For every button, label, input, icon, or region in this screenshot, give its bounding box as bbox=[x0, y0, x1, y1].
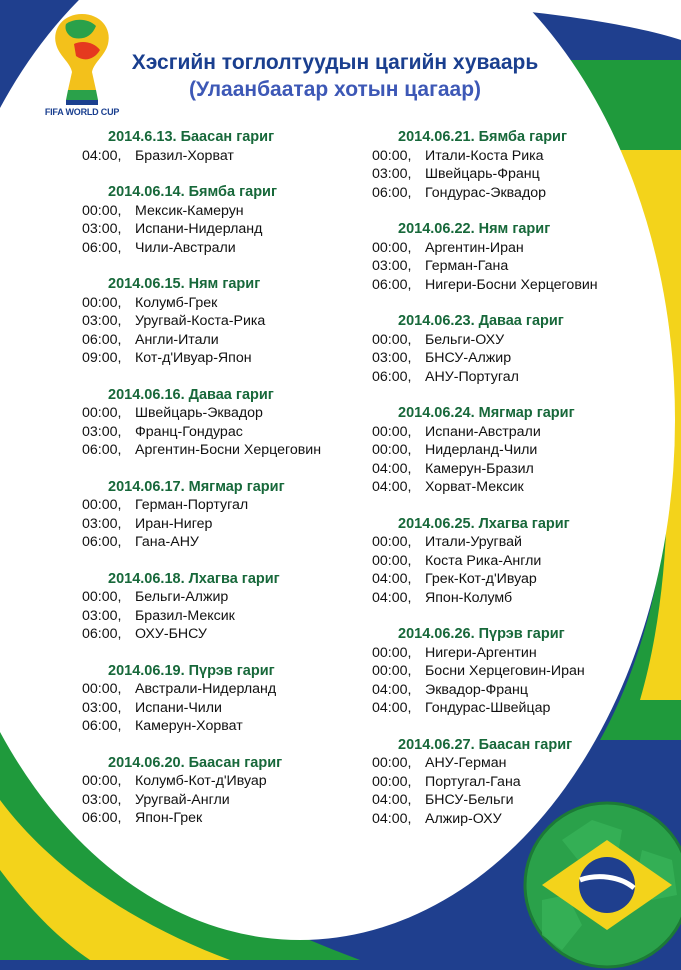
match-row bbox=[372, 699, 598, 718]
match-row bbox=[372, 552, 598, 571]
match-day bbox=[372, 312, 598, 386]
match-time: 04:00, bbox=[82, 147, 122, 164]
match-row bbox=[372, 644, 598, 663]
match-row bbox=[82, 680, 321, 699]
match-teams: Гондурас-Швейцар bbox=[425, 700, 551, 716]
match-row bbox=[372, 349, 598, 368]
match-row bbox=[82, 791, 321, 810]
match-teams: Испани-Нидерланд bbox=[135, 221, 263, 237]
match-day bbox=[82, 128, 321, 165]
match-row bbox=[82, 717, 321, 736]
match-teams: Камерун-Бразил bbox=[425, 460, 534, 477]
match-time: 03:00, bbox=[82, 221, 122, 237]
match-day bbox=[82, 478, 321, 552]
match-time: 00:00, bbox=[372, 239, 412, 256]
page-subtitle: (Улаанбаатар хотын цагаар) bbox=[188, 78, 482, 101]
match-teams: Бельги-Алжир bbox=[135, 589, 229, 605]
match-row bbox=[82, 423, 321, 442]
match-teams: Аргентин-Босни Херцеговин bbox=[135, 442, 322, 458]
match-time: 00:00, bbox=[372, 552, 412, 569]
match-teams: Чили-Австрали bbox=[135, 239, 236, 256]
day-title: 2014.6.13. Баасан гариг bbox=[108, 129, 275, 145]
match-teams: Эквадор-Франц bbox=[425, 681, 528, 698]
match-row bbox=[372, 147, 598, 166]
match-teams: Испани-Чили bbox=[135, 699, 222, 716]
match-row bbox=[372, 773, 598, 792]
match-time: 00:00, bbox=[82, 773, 122, 789]
match-row bbox=[82, 312, 321, 331]
match-time: 00:00, bbox=[82, 294, 122, 311]
match-row bbox=[372, 754, 598, 773]
match-teams: Англи-Итали bbox=[135, 331, 219, 348]
match-teams: Бразил-Хорват bbox=[135, 147, 234, 164]
match-day bbox=[372, 128, 598, 202]
match-row bbox=[372, 423, 598, 442]
match-row bbox=[372, 239, 598, 258]
match-teams: Австрали-Нидерланд bbox=[135, 681, 277, 697]
day-title: 2014.06.27. Баасан гариг bbox=[398, 736, 573, 753]
match-teams: Нигери-Аргентин bbox=[425, 644, 537, 661]
match-teams: Герман-Гана bbox=[425, 258, 509, 274]
match-day bbox=[372, 515, 598, 608]
match-day bbox=[372, 404, 598, 497]
match-row bbox=[82, 349, 321, 368]
match-teams: Колумб-Кот-д'Ивуар bbox=[135, 773, 267, 789]
match-time: 00:00, bbox=[372, 423, 412, 440]
match-row bbox=[82, 588, 321, 607]
match-time: 04:00, bbox=[372, 810, 412, 827]
match-row bbox=[82, 699, 321, 718]
match-row bbox=[372, 662, 598, 681]
match-teams: Испани-Австрали bbox=[425, 423, 541, 440]
match-teams: БНСУ-Алжир bbox=[425, 350, 512, 366]
match-row bbox=[372, 184, 598, 203]
match-row bbox=[82, 496, 321, 515]
match-time: 03:00, bbox=[82, 515, 122, 532]
match-teams: Нидерланд-Чили bbox=[425, 442, 538, 458]
match-row bbox=[82, 772, 321, 791]
schedule-left-column bbox=[82, 128, 321, 846]
match-day bbox=[82, 386, 321, 460]
match-time: 03:00, bbox=[372, 166, 412, 182]
match-row bbox=[372, 478, 598, 497]
match-teams: ОХУ-БНСУ bbox=[135, 626, 207, 642]
match-teams: Гана-АНУ bbox=[135, 534, 199, 550]
day-title: 2014.06.25. Лхагва гариг bbox=[398, 515, 570, 532]
day-title: 2014.06.15. Ням гариг bbox=[108, 276, 261, 292]
match-teams: Япон-Грек bbox=[135, 810, 203, 826]
match-time: 06:00, bbox=[82, 239, 122, 256]
brazil-soccer-ball-icon bbox=[522, 800, 681, 970]
match-time: 06:00, bbox=[82, 810, 122, 826]
day-title: 2014.06.20. Баасан гариг bbox=[108, 754, 283, 771]
day-title: 2014.06.21. Бямба гариг bbox=[398, 129, 568, 145]
match-teams: Португал-Гана bbox=[425, 773, 521, 790]
match-teams: Швейцарь-Франц bbox=[425, 166, 540, 182]
match-time: 06:00, bbox=[82, 626, 122, 642]
match-time: 06:00, bbox=[372, 368, 412, 385]
match-time: 04:00, bbox=[372, 479, 412, 495]
match-row bbox=[372, 681, 598, 700]
match-day bbox=[82, 183, 321, 257]
match-time: 03:00, bbox=[82, 423, 122, 440]
match-row bbox=[82, 533, 321, 552]
match-row bbox=[372, 570, 598, 589]
match-time: 00:00, bbox=[372, 755, 412, 771]
match-teams: АНУ-Герман bbox=[425, 755, 507, 771]
match-time: 06:00, bbox=[82, 718, 122, 734]
match-time: 00:00, bbox=[82, 681, 122, 697]
match-teams: Иран-Нигер bbox=[135, 515, 213, 532]
match-teams: Аргентин-Иран bbox=[425, 239, 524, 256]
match-time: 00:00, bbox=[82, 405, 122, 421]
match-time: 04:00, bbox=[372, 571, 412, 587]
match-day bbox=[372, 220, 598, 294]
match-row bbox=[82, 220, 321, 239]
match-day bbox=[372, 625, 598, 718]
match-row bbox=[82, 202, 321, 221]
match-time: 03:00, bbox=[82, 791, 122, 808]
day-title: 2014.06.14. Бямба гариг bbox=[108, 184, 278, 200]
match-time: 00:00, bbox=[372, 644, 412, 661]
match-time: 03:00, bbox=[82, 699, 122, 716]
day-title: 2014.06.19. Пүрэв гариг bbox=[108, 662, 275, 679]
match-teams: БНСУ-Бельги bbox=[425, 792, 514, 808]
match-teams: Герман-Португал bbox=[135, 497, 249, 513]
match-teams: Уругвай-Коста-Рика bbox=[135, 313, 266, 329]
match-row bbox=[372, 533, 598, 552]
match-row bbox=[372, 441, 598, 460]
match-teams: Итали-Коста Рика bbox=[425, 147, 544, 164]
match-time: 00:00, bbox=[82, 589, 122, 605]
match-teams: Грек-Кот-д'Ивуар bbox=[425, 571, 537, 587]
match-time: 06:00, bbox=[82, 534, 122, 550]
day-title: 2014.06.16. Даваа гариг bbox=[108, 386, 274, 403]
match-time: 04:00, bbox=[372, 700, 412, 716]
match-row bbox=[82, 809, 321, 828]
fifa-world-cup-logo bbox=[44, 10, 120, 122]
match-teams: Нигери-Босни Херцеговин bbox=[425, 276, 598, 293]
match-time: 00:00, bbox=[82, 497, 122, 513]
match-time: 09:00, bbox=[82, 350, 122, 366]
match-teams: Хорват-Мексик bbox=[425, 479, 524, 495]
match-time: 04:00, bbox=[372, 681, 412, 698]
match-time: 06:00, bbox=[372, 276, 412, 293]
match-time: 00:00, bbox=[372, 442, 412, 458]
match-teams: Мексик-Камерун bbox=[135, 202, 244, 219]
match-day bbox=[82, 754, 321, 828]
match-time: 03:00, bbox=[372, 350, 412, 366]
match-row bbox=[82, 625, 321, 644]
schedule-right-column bbox=[372, 128, 598, 846]
match-teams: Франц-Гондурас bbox=[135, 423, 243, 440]
match-row bbox=[372, 460, 598, 479]
match-teams: Уругвай-Англи bbox=[135, 791, 230, 808]
match-row bbox=[82, 441, 321, 460]
match-time: 00:00, bbox=[372, 534, 412, 550]
match-time: 04:00, bbox=[372, 460, 412, 477]
match-teams: Босни Херцеговин-Иран bbox=[425, 663, 585, 679]
match-teams: Япон-Колумб bbox=[425, 589, 513, 606]
match-day bbox=[82, 570, 321, 644]
match-time: 06:00, bbox=[82, 442, 122, 458]
match-teams: Итали-Уругвай bbox=[425, 534, 522, 550]
match-teams: Алжир-ОХУ bbox=[425, 810, 502, 827]
match-time: 06:00, bbox=[372, 184, 412, 201]
page-title: Хэсгийн тоглолтуудын цагийн хуваарь bbox=[131, 51, 539, 74]
day-title: 2014.06.18. Лхагва гариг bbox=[108, 570, 280, 587]
match-row bbox=[82, 404, 321, 423]
day-title: 2014.06.17. Мягмар гариг bbox=[108, 478, 285, 495]
match-row bbox=[372, 331, 598, 350]
day-title: 2014.06.24. Мягмар гариг bbox=[398, 405, 575, 421]
match-time: 03:00, bbox=[82, 313, 122, 329]
logo-caption: FIFA WORLD CUP bbox=[44, 107, 120, 117]
match-time: 04:00, bbox=[372, 589, 412, 606]
day-title: 2014.06.26. Пүрэв гариг bbox=[398, 626, 565, 642]
match-time: 00:00, bbox=[372, 663, 412, 679]
match-teams: Гондурас-Эквадор bbox=[425, 184, 547, 201]
match-time: 06:00, bbox=[82, 331, 122, 348]
match-time: 00:00, bbox=[82, 202, 122, 219]
match-teams: Камерун-Хорват bbox=[135, 718, 243, 734]
match-row bbox=[82, 239, 321, 258]
match-row bbox=[372, 257, 598, 276]
match-row bbox=[82, 515, 321, 534]
day-title: 2014.06.23. Даваа гариг bbox=[398, 313, 564, 329]
match-teams: Бразил-Мексик bbox=[135, 607, 235, 624]
match-teams: Колумб-Грек bbox=[135, 294, 218, 311]
match-row bbox=[372, 368, 598, 387]
match-time: 03:00, bbox=[82, 607, 122, 624]
match-teams: АНУ-Португал bbox=[425, 368, 519, 385]
match-teams: Коста Рика-Англи bbox=[425, 552, 542, 569]
match-row bbox=[372, 276, 598, 295]
match-row bbox=[82, 294, 321, 313]
match-row bbox=[82, 147, 321, 166]
match-teams: Бельги-ОХУ bbox=[425, 331, 505, 348]
match-row bbox=[372, 589, 598, 608]
match-row bbox=[82, 607, 321, 626]
match-row bbox=[372, 165, 598, 184]
match-teams: Швейцарь-Эквадор bbox=[135, 405, 263, 421]
match-time: 04:00, bbox=[372, 792, 412, 808]
match-row bbox=[82, 331, 321, 350]
match-day bbox=[82, 275, 321, 368]
match-day bbox=[82, 662, 321, 736]
trophy-icon bbox=[44, 10, 120, 106]
match-time: 00:00, bbox=[372, 773, 412, 790]
match-teams: Кот-д'Ивуар-Япон bbox=[135, 350, 252, 366]
day-title: 2014.06.22. Ням гариг bbox=[398, 221, 551, 237]
match-time: 00:00, bbox=[372, 147, 412, 164]
match-time: 03:00, bbox=[372, 258, 412, 274]
match-time: 00:00, bbox=[372, 331, 412, 348]
